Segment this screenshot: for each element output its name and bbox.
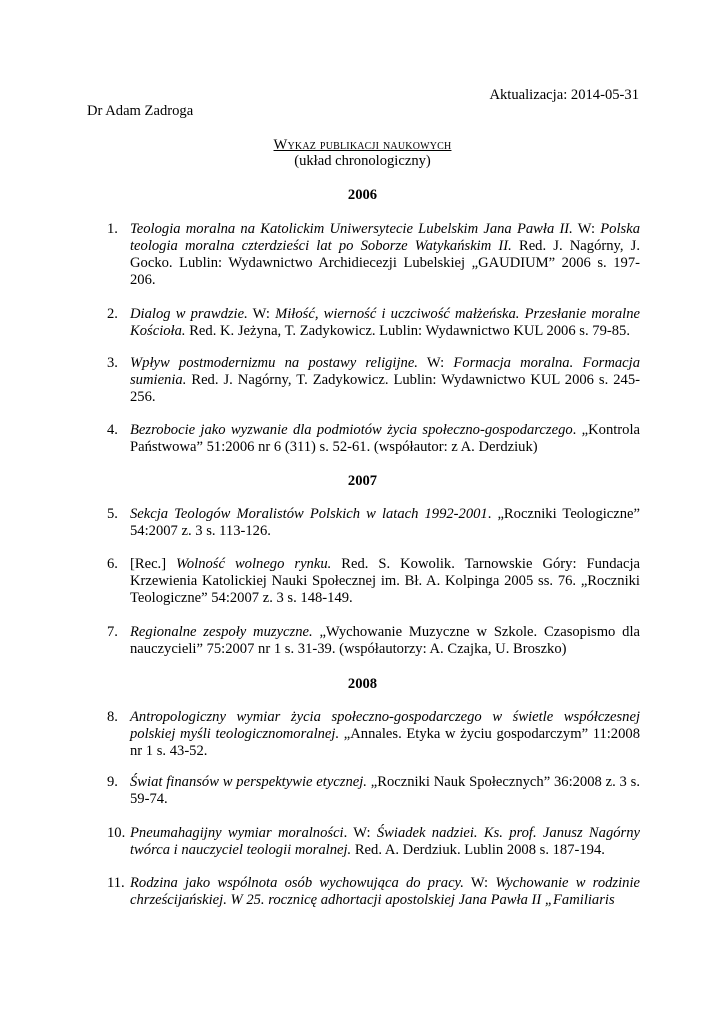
entry-title: Pneumahagijny wymiar moralności [130, 825, 344, 841]
entry-text: Rodzina jako wspólnota osób wychowująca do pracy. W: Wychowanie w rodzinie chrześcijańskiej. W 25. rocznicę adhortacji apostolskiej Jana Pawła II „Familiaris [130, 875, 640, 908]
entry-number: 4. [107, 422, 118, 438]
entry-title: Świat finansów w perspektywie etycznej. [130, 774, 367, 790]
year-heading-2006: 2006 [347, 187, 378, 203]
entry-number: 11. [107, 875, 125, 891]
entry-text: Teologia moralna na Katolickim Uniwersytecie Lubelskim Jana Pawła II. W: Polska teologia moralna czterdzieści lat po Soborze Watykańskim II. Red. J. Nagórny, J. Gocko. Lublin: Wydawnictwo Archidiecezji Lubelskiej „GAUDIUM” 2006 s. 197-206. [130, 221, 641, 288]
entry-number: 2. [107, 306, 118, 322]
publication-entry-8 [107, 709, 640, 760]
publication-entry-4 [107, 422, 640, 456]
entry-text: Sekcja Teologów Moralistów Polskich w latach 1992-2001. „Roczniki Teologiczne” 54:2007 z. 3 s. 113-126. [130, 506, 641, 539]
entry-number: 5. [107, 506, 118, 522]
entry-text: Wpływ postmodernizmu na postawy religijne. W: Formacja moralna. Formacja sumienia. Red. J. Nagórny, T. Zadykowicz. Lublin: Wydawnictwo KUL 2006 s. 245-256. [130, 355, 640, 405]
entry-text: [Rec.] Wolność wolnego rynku. Red. S. Kowolik. Tarnowskie Góry: Fundacja Krzewienia Katolickiej Nauki Społecznej im. Bł. A. Kolpinga 2005 ss. 76. „Roczniki Teologiczne” 54:2007 z. 3 s. 148-149. [130, 556, 640, 606]
update-date: Aktualizacja: 2014-05-31 [489, 87, 639, 103]
entry-number: 3. [107, 355, 118, 371]
entry-text: Antropologiczny wymiar życia społeczno-gospodarczego w świetle współczesnej polskiej myśli teologicznomoralnej. „Annales. Etyka w życiu gospodarczym” 11:2008 nr 1 s. 43-52. [130, 709, 640, 759]
entry-number: 1. [107, 221, 118, 237]
entry-number: 9. [107, 774, 118, 790]
entry-text: Regionalne zespoły muzyczne. „Wychowanie Muzyczne w Szkole. Czasopismo dla nauczycieli” 75:2007 nr 1 s. 31-39. (współautorzy: A. Czajka, U. Broszko) [130, 624, 640, 657]
entry-title: Regionalne zespoły muzyczne. [130, 624, 313, 640]
publication-entry-5 [107, 506, 640, 540]
entry-title: Teologia moralna na Katolickim Uniwersytecie Lubelskim Jana Pawła II. [130, 221, 573, 237]
entry-number: 7. [107, 624, 118, 640]
publication-entry-6 [107, 556, 640, 607]
entry-number: 6. [107, 556, 118, 572]
entry-number: 10. [107, 825, 126, 841]
year-heading-2008: 2008 [347, 676, 378, 692]
entry-title: Antropologiczny wymiar życia społeczno-gospodarczego w świetle współczesnej polskiej myśli teologicznomoralnej. [130, 709, 640, 742]
page-title-text: Wykaz publikacji naukowych [273, 137, 452, 153]
entry-text: Pneumahagijny wymiar moralności. W: Świadek nadziei. Ks. prof. Janusz Nagórny twórca i nauczyciel teologii moralnej. Red. A. Derdziuk. Lublin 2008 s. 187-194. [130, 825, 641, 858]
publication-entry-10 [107, 825, 640, 859]
entry-text: Świat finansów w perspektywie etycznej. „Roczniki Nauk Społecznych” 36:2008 z. 3 s. 59-74. [130, 774, 640, 807]
author-name: Dr Adam Zadroga [87, 103, 194, 119]
page-subtitle: (układ chronologiczny) [294, 153, 431, 169]
publication-entry-2 [107, 306, 640, 340]
publication-entry-3 [107, 355, 640, 406]
entry-title: Rodzina jako wspólnota osób wychowująca do pracy. [130, 875, 464, 891]
publication-entry-1 [107, 221, 640, 289]
entry-number: 8. [107, 709, 118, 725]
entry-title: Dialog w prawdzie. [130, 306, 248, 322]
entry-text: Bezrobocie jako wyzwanie dla podmiotów życia społeczno-gospodarczego. „Kontrola Państwowa” 51:2006 nr 6 (311) s. 52-61. (współautor: z A. Derdziuk) [130, 422, 640, 455]
entry-title: Wolność wolnego rynku. [176, 556, 332, 572]
publication-entry-11 [107, 875, 640, 909]
page-title [0, 137, 725, 154]
entry-title: Bezrobocie jako wyzwanie dla podmiotów życia społeczno-gospodarczego [130, 422, 573, 438]
entry-title: Sekcja Teologów Moralistów Polskich w latach 1992-2001 [130, 506, 488, 522]
publication-entry-9 [107, 774, 640, 808]
entry-title: Wpływ postmodernizmu na postawy religijne. [130, 355, 418, 371]
publication-entry-7 [107, 624, 640, 658]
year-heading-2007: 2007 [347, 473, 378, 489]
entry-text: Dialog w prawdzie. W: Miłość, wierność i uczciwość małżeńska. Przesłanie moralne Kościoła. Red. K. Jeżyna, T. Zadykowicz. Lublin: Wydawnictwo KUL 2006 s. 79-85. [130, 306, 641, 339]
